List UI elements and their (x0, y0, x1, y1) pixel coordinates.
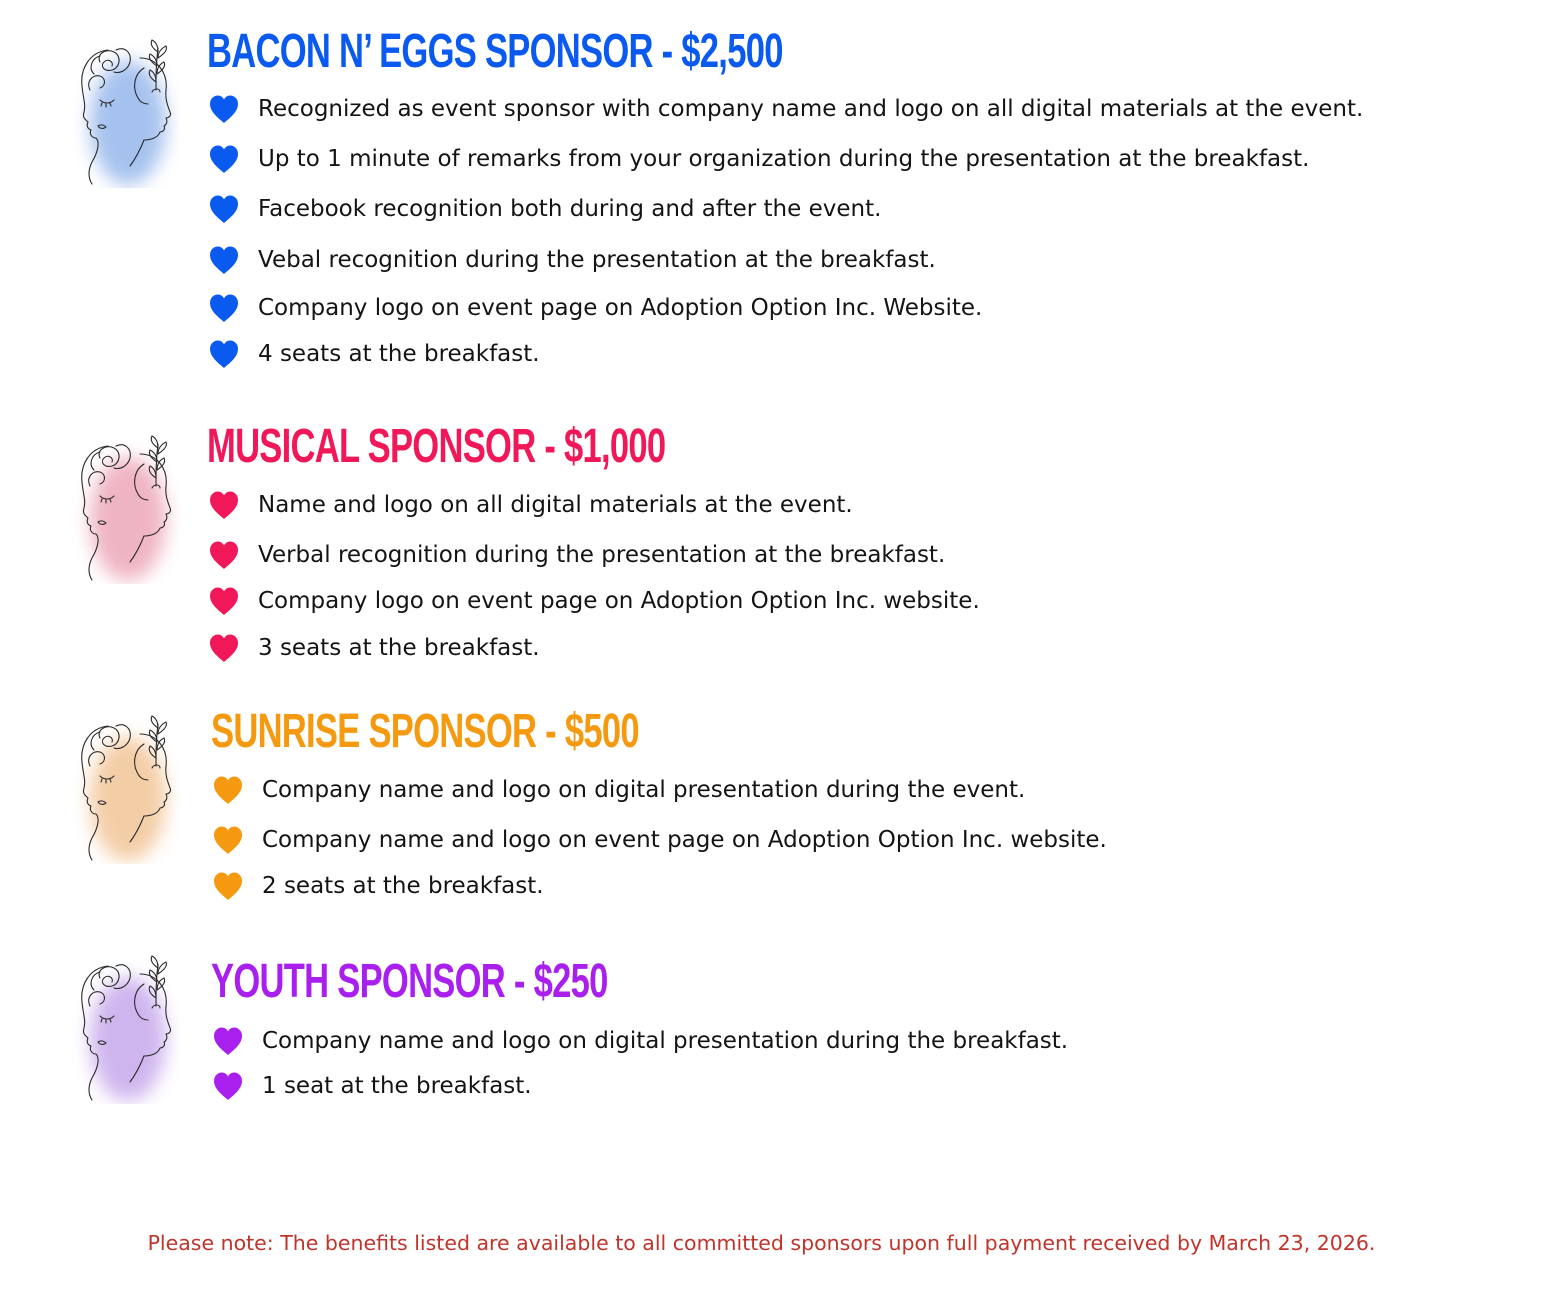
benefit-text: Company logo on event page on Adoption Option Inc. website. (258, 588, 980, 614)
heart-icon (208, 540, 240, 570)
heart-icon (208, 339, 240, 369)
benefit-item (208, 583, 980, 619)
heart-icon (208, 490, 240, 520)
heart-icon (212, 871, 244, 901)
benefit-text: Vebal recognition during the presentation at the breakfast. (258, 247, 936, 273)
heart-icon (208, 586, 240, 616)
tier-title: MUSICAL SPONSOR - $1,000 (207, 420, 666, 473)
heart-icon (208, 194, 240, 224)
benefit-item (208, 487, 853, 523)
benefit-text: 2 seats at the breakfast. (262, 873, 544, 899)
benefit-text: Recognized as event sponsor with company name and logo on all digital materials at the event. (258, 96, 1364, 122)
benefit-item (208, 630, 540, 666)
heart-icon (208, 293, 240, 323)
benefit-text: Company logo on event page on Adoption Option Inc. Website. (258, 295, 983, 321)
tier-title: SUNRISE SPONSOR - $500 (211, 705, 639, 758)
benefit-text: Company name and logo on digital presentation during the event. (262, 777, 1026, 803)
benefit-text: 3 seats at the breakfast. (258, 635, 540, 661)
tier-title: BACON N’ EGGS SPONSOR - $2,500 (207, 25, 783, 78)
benefit-text: Verbal recognition during the presentation at the breakfast. (258, 542, 946, 568)
benefit-text: Company name and logo on event page on Adoption Option Inc. website. (262, 827, 1107, 853)
benefit-text: Name and logo on all digital materials at the event. (258, 492, 853, 518)
heart-icon (208, 633, 240, 663)
line-art-face-illustration (70, 704, 180, 864)
benefit-text: Facebook recognition both during and after the event. (258, 196, 882, 222)
benefit-item (212, 1068, 532, 1104)
line-art-face-illustration (70, 424, 180, 584)
benefit-text: Company name and logo on digital presentation during the breakfast. (262, 1028, 1069, 1054)
benefit-item (208, 242, 936, 278)
heart-icon (212, 1026, 244, 1056)
benefit-item (208, 537, 945, 573)
benefit-item (208, 290, 982, 326)
benefit-item (208, 141, 1309, 177)
payment-footnote: Please note: The benefits listed are available to all committed sponsors upon full payment received by March 23, 2026. (147, 1230, 1376, 1255)
heart-icon (208, 144, 240, 174)
benefit-text: 1 seat at the breakfast. (262, 1073, 532, 1099)
benefit-item (208, 91, 1363, 127)
heart-icon (208, 245, 240, 275)
benefit-item (212, 822, 1107, 858)
benefit-text: Up to 1 minute of remarks from your organization during the presentation at the breakfast. (258, 146, 1310, 172)
heart-icon (208, 94, 240, 124)
heart-icon (212, 825, 244, 855)
benefit-item (212, 772, 1025, 808)
heart-icon (212, 775, 244, 805)
heart-icon (212, 1071, 244, 1101)
benefit-item (212, 1023, 1068, 1059)
line-art-face-illustration (70, 944, 180, 1104)
tier-title: YOUTH SPONSOR - $250 (211, 955, 608, 1008)
benefit-text: 4 seats at the breakfast. (258, 341, 540, 367)
benefit-item (208, 336, 540, 372)
benefit-item (212, 868, 544, 904)
benefit-item (208, 191, 881, 227)
line-art-face-illustration (70, 28, 180, 188)
